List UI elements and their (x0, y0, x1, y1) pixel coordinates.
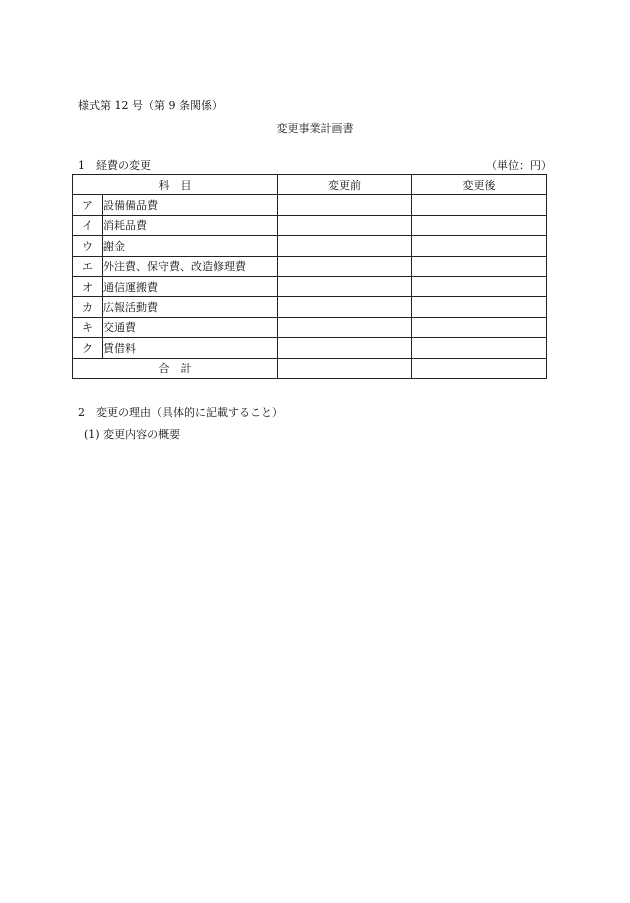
total-row (73, 358, 547, 378)
row-item: 謝金 (103, 236, 278, 256)
row-letter: キ (73, 317, 103, 337)
table-row (73, 236, 547, 256)
table-row (73, 276, 547, 296)
row-after-cell[interactable] (412, 276, 547, 296)
table-row (73, 195, 547, 215)
row-item: 消耗品費 (103, 215, 278, 235)
row-item: 交通費 (103, 317, 278, 337)
row-after-cell[interactable] (412, 236, 547, 256)
row-letter: ク (73, 338, 103, 358)
section-heading-expense-change: 1 経費の変更 (78, 159, 151, 172)
subsection-change-summary: (1) 変更内容の概要 (84, 428, 181, 441)
form-number: 様式第 12 号（第 9 条関係） (78, 99, 223, 112)
header-before: 変更前 (278, 175, 412, 195)
row-before-cell[interactable] (278, 338, 412, 358)
row-letter: イ (73, 215, 103, 235)
row-item: 通信運搬費 (103, 276, 278, 296)
total-after-cell[interactable] (412, 358, 547, 378)
row-after-cell[interactable] (412, 256, 547, 276)
row-after-cell[interactable] (412, 195, 547, 215)
row-before-cell[interactable] (278, 256, 412, 276)
row-letter: エ (73, 256, 103, 276)
row-before-cell[interactable] (278, 297, 412, 317)
section-heading-change-reason: 2 変更の理由（具体的に記載すること） (78, 406, 283, 419)
row-letter: カ (73, 297, 103, 317)
table-row (73, 297, 547, 317)
row-after-cell[interactable] (412, 338, 547, 358)
row-before-cell[interactable] (278, 215, 412, 235)
document-title: 変更事業計画書 (276, 122, 354, 135)
table-row (73, 256, 547, 276)
row-before-cell[interactable] (278, 236, 412, 256)
expense-table (72, 174, 547, 379)
row-after-cell[interactable] (412, 215, 547, 235)
row-before-cell[interactable] (278, 317, 412, 337)
row-letter: ウ (73, 236, 103, 256)
header-after: 変更後 (412, 175, 547, 195)
row-before-cell[interactable] (278, 276, 412, 296)
table-row (73, 215, 547, 235)
total-before-cell[interactable] (278, 358, 412, 378)
row-after-cell[interactable] (412, 297, 547, 317)
row-before-cell[interactable] (278, 195, 412, 215)
row-item: 設備備品費 (103, 195, 278, 215)
table-header-row (73, 175, 547, 195)
row-after-cell[interactable] (412, 317, 547, 337)
row-item: 賃借料 (103, 338, 278, 358)
row-item: 広報活動費 (103, 297, 278, 317)
row-letter: ア (73, 195, 103, 215)
table-row (73, 317, 547, 337)
total-label: 合 計 (73, 358, 278, 378)
unit-label: （単位：円） (486, 159, 552, 172)
row-item: 外注費、保守費、改造修理費 (103, 256, 278, 276)
row-letter: オ (73, 276, 103, 296)
table-row (73, 338, 547, 358)
header-category: 科 目 (73, 175, 278, 195)
